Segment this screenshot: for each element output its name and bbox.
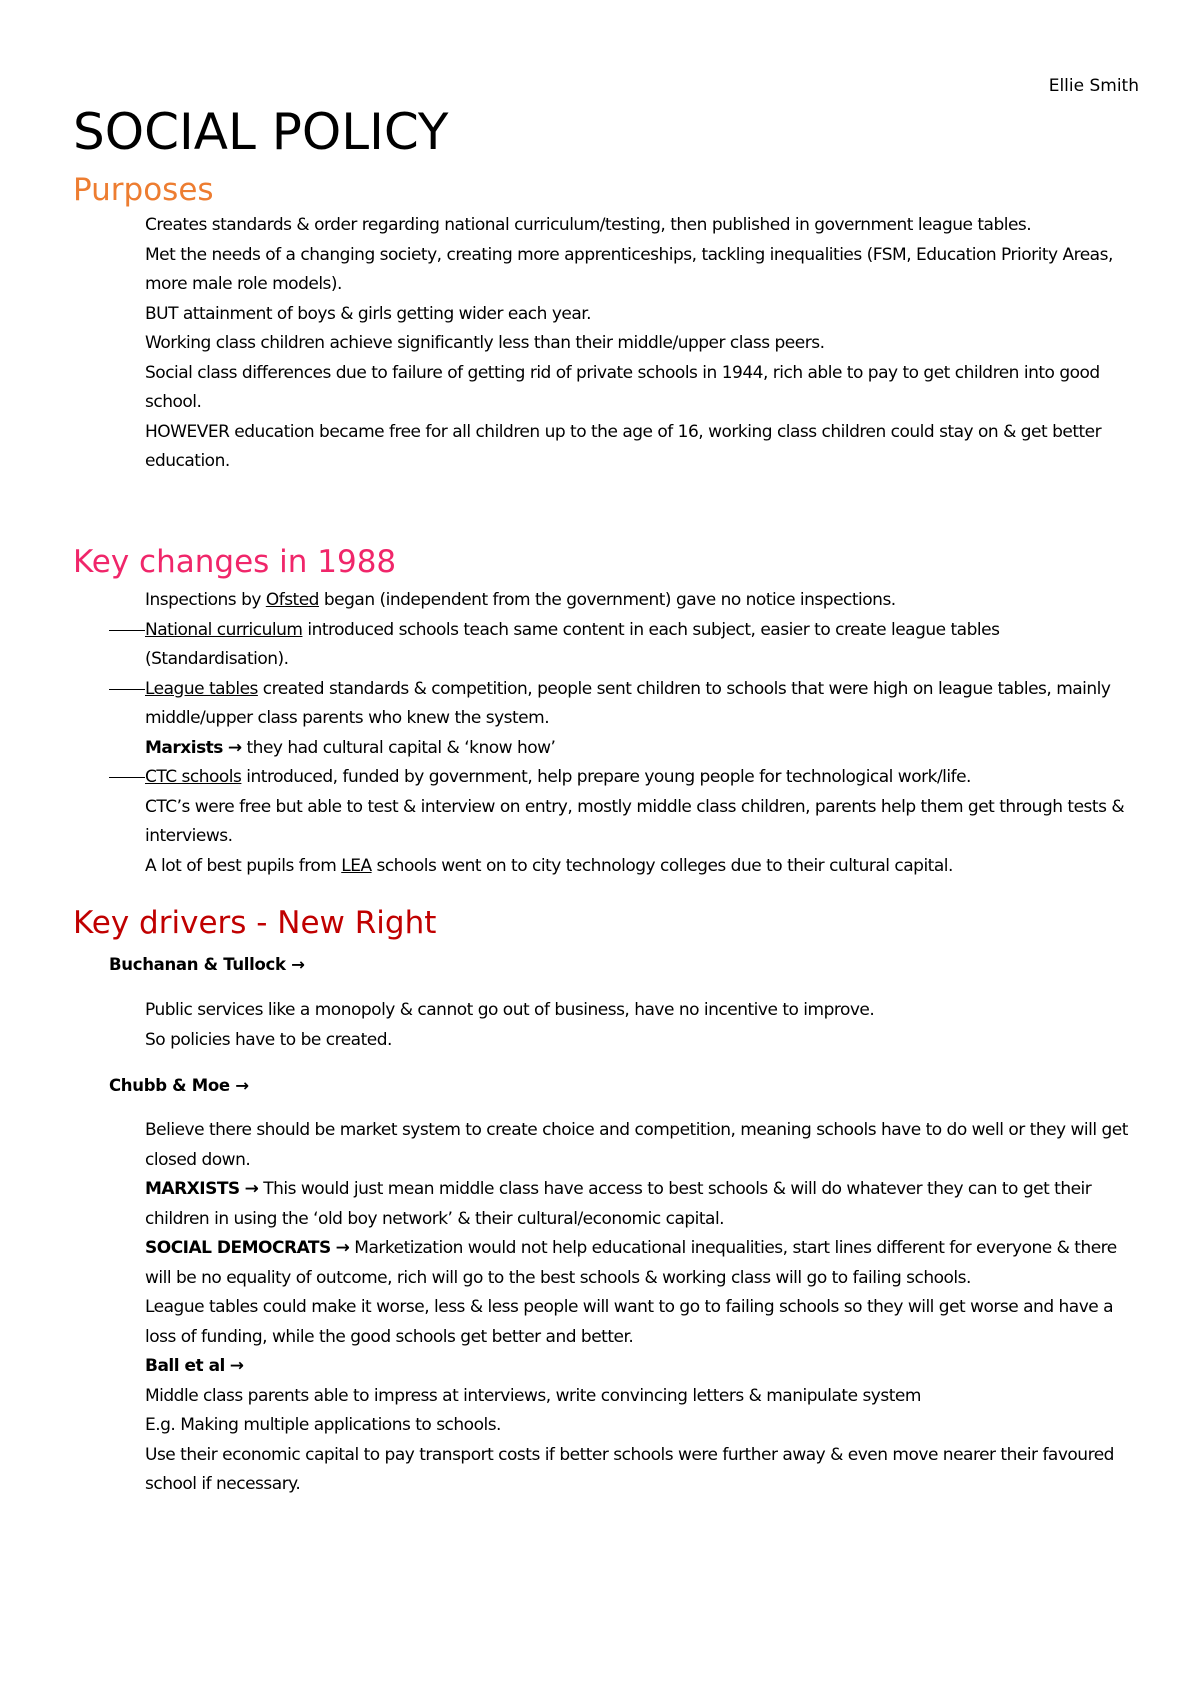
paragraph-lea: A lot of best pupils from LEA schools went on to city technology colleges due to their cultural capital. <box>145 855 953 876</box>
term-ofsted: Ofsted <box>265 590 319 610</box>
term-marxists: Marxists <box>145 737 223 758</box>
term-ball-et-al: Ball et al <box>145 1356 225 1376</box>
paragraph: League tables could make it worse, less & less people will want to go to failing schools so they will get worse and have a loss of funding, while the good schools get better and better. <box>145 1297 1114 1347</box>
paragraph: Met the needs of a changing society, creating more apprenticeships, tackling inequalities (FSM, Education Priority Areas, more male role models). <box>145 244 1113 294</box>
paragraph: E.g. Making multiple applications to schools. <box>145 1415 501 1435</box>
purposes-section <box>145 211 1130 477</box>
arrow-icon: → <box>335 1238 350 1258</box>
paragraph-ball-et-al <box>145 1352 1130 1382</box>
term-social-democrats: SOCIAL DEMOCRATS <box>145 1238 331 1258</box>
leader-line <box>109 689 145 690</box>
paragraph-league-tables: League tables created standards & competition, people sent children to schools that were high on league tables, mainly middle/upper class parents who knew the system. <box>145 678 1111 728</box>
paragraph: Public services like a monopoly & cannot go out of business, have no incentive to improve. <box>145 1000 875 1020</box>
paragraph-marxists-critique: MARXISTS → This would just mean middle class have access to best schools & will do whatever they can to get their children in using the ‘old boy network’ & their cultural/economic capital. <box>145 1179 1092 1229</box>
paragraph-marxists: Marxists → they had cultural capital & ‘know how’ <box>145 737 556 758</box>
term-ctc-schools: CTC schools <box>145 767 242 787</box>
heading-key-changes: Key changes in 1988 <box>73 544 397 580</box>
leader-line <box>109 777 145 778</box>
term-marxists: MARXISTS <box>145 1179 240 1199</box>
paragraph-national-curriculum: National curriculum introduced schools teach same content in each subject, easier to create league tables (Standardisation). <box>145 619 1000 669</box>
paragraph: Use their economic capital to pay transport costs if better schools were further away & even move nearer their favoured school if necessary. <box>145 1444 1114 1494</box>
paragraph: Middle class parents able to impress at interviews, write convincing letters & manipulate system <box>145 1385 921 1406</box>
paragraph: BUT attainment of boys & girls getting wider each year. <box>145 303 592 324</box>
subheading-chubb-moe: Chubb & Moe → <box>109 1076 249 1095</box>
paragraph-social-democrats-critique: SOCIAL DEMOCRATS → Marketization would not help educational inequalities, start lines different for everyone & there will be no equality of outcome, rich will go to the best schools & working class will go to failing schools. <box>145 1238 1117 1288</box>
paragraph: So policies have to be created. <box>145 1029 392 1050</box>
paragraph-ctc-schools: CTC schools introduced, funded by government, help prepare young people for technological work/life. <box>145 767 971 787</box>
paragraph: HOWEVER education became free for all children up to the age of 16, working class children could stay on & get better education. <box>145 421 1102 471</box>
heading-purposes: Purposes <box>73 172 214 208</box>
paragraph: Creates standards & order regarding national curriculum/testing, then published in government league tables. <box>145 215 1032 235</box>
paragraph: Believe there should be market system to create choice and competition, meaning schools have to do well or they will get closed down. <box>145 1120 1128 1170</box>
paragraph: Working class children achieve significantly less than their middle/upper class peers. <box>145 333 825 353</box>
key-changes-section <box>145 586 1130 881</box>
arrow-icon: → <box>227 737 242 758</box>
term-lea: LEA <box>341 855 372 876</box>
paragraph: Social class differences due to failure of getting rid of private schools in 1944, rich able to pay to get children into good school. <box>145 362 1100 412</box>
paragraph-ofsted: Inspections by Ofsted began (independent from the government) gave no notice inspections. <box>145 590 896 610</box>
term-national-curriculum: National curriculum <box>145 619 303 640</box>
arrow-icon: → <box>244 1179 259 1199</box>
heading-key-drivers: Key drivers - New Right <box>73 905 437 941</box>
arrow-icon: → <box>291 955 305 974</box>
leader-line <box>109 630 145 631</box>
author-name: Ellie Smith <box>1048 76 1139 96</box>
page-title: SOCIAL POLICY <box>73 103 449 161</box>
arrow-icon: → <box>229 1356 244 1376</box>
term-league-tables: League tables <box>145 678 258 699</box>
paragraph: CTC’s were free but able to test & interview on entry, mostly middle class children, parents help them get through tests & interviews. <box>145 796 1125 846</box>
arrow-icon: → <box>235 1076 249 1095</box>
subheading-buchanan-tullock: Buchanan & Tullock → <box>109 955 305 974</box>
buchanan-section <box>145 996 1130 1055</box>
chubb-section <box>145 1116 1130 1500</box>
